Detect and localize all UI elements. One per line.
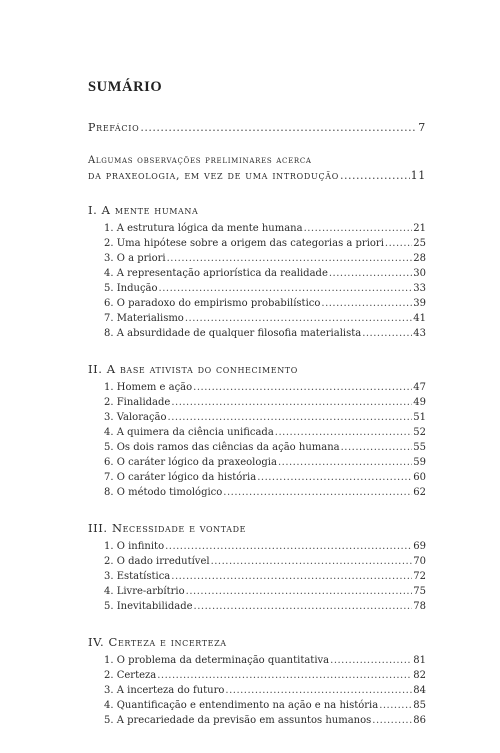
toc-page-number: 75 xyxy=(413,586,426,597)
toc-page-number: 11 xyxy=(410,169,426,182)
toc-entry-label: 5. Os dois ramos das ciências da ação humana xyxy=(104,442,340,453)
dot-leader xyxy=(168,410,413,425)
toc-page-number: 43 xyxy=(413,328,426,339)
dot-leader xyxy=(321,296,412,311)
dot-leader xyxy=(275,425,412,440)
toc-page-number: 51 xyxy=(413,412,426,423)
toc-entry-label: 3. Valoração xyxy=(104,412,167,423)
toc-page-number: 55 xyxy=(413,442,426,453)
toc-entry[interactable] xyxy=(88,236,426,251)
dot-leader xyxy=(385,236,412,251)
toc-entry-label: 7. Materialismo xyxy=(104,313,184,324)
toc-entry-label: 8. O método timológico xyxy=(104,487,223,498)
toc-entry[interactable] xyxy=(88,584,426,599)
toc-entry[interactable] xyxy=(88,311,426,326)
toc-entry[interactable] xyxy=(88,653,426,668)
toc-entry-label: 5. Inevitabilidade xyxy=(104,601,193,612)
toc-entry-label-line2-row xyxy=(88,168,426,183)
toc-entry-label: 1. O infinito xyxy=(104,541,165,552)
toc-entry-label: 6. O caráter lógico da praxeologia xyxy=(104,457,277,468)
toc-entry[interactable] xyxy=(88,251,426,266)
toc-entry-label: 1. Homem e ação xyxy=(104,382,193,393)
toc-page-number: 30 xyxy=(413,268,426,279)
toc-entry[interactable] xyxy=(88,326,426,341)
dot-leader xyxy=(140,120,417,135)
dot-leader xyxy=(340,168,410,183)
toc-entry[interactable] xyxy=(88,395,426,410)
toc-page-number: 78 xyxy=(413,601,426,612)
dot-leader xyxy=(362,326,412,341)
toc-entry[interactable] xyxy=(88,410,426,425)
toc-entry-label: 3. Estatística xyxy=(104,571,171,582)
toc-entry-label-line2: da praxeologia, em vez de uma introdução xyxy=(88,169,340,182)
dot-leader xyxy=(171,569,412,584)
toc-page-number: 47 xyxy=(413,382,426,393)
dot-leader xyxy=(186,584,413,599)
toc-entry-label: 2. Finalidade xyxy=(104,397,171,408)
dot-leader xyxy=(211,554,413,569)
dot-leader xyxy=(379,698,412,713)
toc-entry-label: 4. Quantificação e entendimento na ação e na história xyxy=(104,700,379,711)
toc-page-number: 7 xyxy=(418,121,426,134)
toc-entry[interactable] xyxy=(88,698,426,713)
toc-entry-label: 2. Uma hipótese sobre a origem das categorias a priori xyxy=(104,238,384,249)
toc-section-title[interactable]: III. Necessidade e vontade xyxy=(88,521,247,535)
toc-page-number: 72 xyxy=(413,571,426,582)
toc-entry[interactable] xyxy=(88,485,426,500)
toc-section xyxy=(88,520,426,614)
toc-entry-label: 4. Livre-arbítrio xyxy=(104,586,185,597)
toc-entry[interactable] xyxy=(88,470,426,485)
toc-entry[interactable] xyxy=(88,425,426,440)
toc-entry-label: 4. A representação apriorística da realidade xyxy=(104,268,328,279)
toc-section-title[interactable]: I. A mente humana xyxy=(88,203,199,217)
toc-page-number: 21 xyxy=(413,223,426,234)
toc-page-number: 85 xyxy=(413,700,426,711)
toc-entry-prefacio[interactable] xyxy=(88,120,426,135)
toc-entry[interactable] xyxy=(88,281,426,296)
toc-page-number: 86 xyxy=(413,715,426,726)
dot-leader xyxy=(329,266,412,281)
toc-entry-label: 5. A precariedade da previsão em assuntos humanos xyxy=(104,715,372,726)
toc-page-number: 62 xyxy=(413,487,426,498)
toc-entry[interactable] xyxy=(88,266,426,281)
toc-page-number: 28 xyxy=(413,253,426,264)
dot-leader xyxy=(185,311,412,326)
toc-entry-label: 3. A incerteza do futuro xyxy=(104,685,225,696)
dot-leader xyxy=(304,221,413,236)
page-title: SUMÁRIO xyxy=(88,79,163,95)
toc-entry-label: Prefácio xyxy=(88,121,140,134)
toc-section xyxy=(88,361,426,500)
toc-page-number: 69 xyxy=(413,541,426,552)
dot-leader xyxy=(278,455,412,470)
toc-section-title[interactable]: II. A base ativista do conhecimento xyxy=(88,362,298,376)
toc-entry[interactable] xyxy=(88,713,426,728)
toc-page-number: 25 xyxy=(413,238,426,249)
toc-entry-label: 3. O a priori xyxy=(104,253,166,264)
dot-leader xyxy=(159,281,413,296)
toc-entry-label: 6. O paradoxo do empirismo probabilístico xyxy=(104,298,321,309)
toc-page-number: 84 xyxy=(413,685,426,696)
toc-entry-label: 2. Certeza xyxy=(104,670,157,681)
dot-leader xyxy=(167,251,413,266)
toc-page-number: 70 xyxy=(413,556,426,567)
dot-leader xyxy=(194,599,413,614)
dot-leader xyxy=(165,539,412,554)
toc-page-number: 82 xyxy=(413,670,426,681)
dot-leader xyxy=(157,668,412,683)
toc-entry-label: 4. A quimera da ciência unificada xyxy=(104,427,274,438)
toc-sections xyxy=(88,202,426,728)
toc-page-number: 60 xyxy=(413,472,426,483)
toc-entry[interactable] xyxy=(88,569,426,584)
toc-entry-label: 1. O problema da determinação quantitativa xyxy=(104,655,330,666)
toc-page-number: 59 xyxy=(413,457,426,468)
dot-leader xyxy=(223,485,412,500)
toc-entry[interactable] xyxy=(88,380,426,395)
toc-entry-label: 8. A absurdidade de qualquer filosofia materialista xyxy=(104,328,362,339)
toc-entry[interactable] xyxy=(88,455,426,470)
toc-entry-label: 1. A estrutura lógica da mente humana xyxy=(104,223,303,234)
toc-section xyxy=(88,202,426,341)
toc-entry-label-line1: Algumas observações preliminares acerca xyxy=(88,155,312,166)
dot-leader xyxy=(171,395,412,410)
toc-page-number: 41 xyxy=(413,313,426,324)
toc-entry-intro[interactable] xyxy=(88,153,426,183)
toc-page-number: 39 xyxy=(413,298,426,309)
toc-entry[interactable] xyxy=(88,668,426,683)
toc-entry-label: 7. O caráter lógico da história xyxy=(104,472,257,483)
toc-page-number: 33 xyxy=(413,283,426,294)
toc-entry[interactable] xyxy=(88,599,426,614)
toc-entry[interactable] xyxy=(88,683,426,698)
toc-section xyxy=(88,634,426,728)
toc-entry[interactable] xyxy=(88,554,426,569)
dot-leader xyxy=(225,683,412,698)
toc-entry[interactable] xyxy=(88,296,426,311)
toc-section-title[interactable]: IV. Certeza e incerteza xyxy=(88,635,227,649)
dot-leader xyxy=(257,470,412,485)
dot-leader xyxy=(341,440,413,455)
dot-leader xyxy=(372,713,412,728)
toc-entry[interactable] xyxy=(88,539,426,554)
toc-entry[interactable] xyxy=(88,440,426,455)
dot-leader xyxy=(330,653,412,668)
toc-entry-label: 2. O dado irredutível xyxy=(104,556,210,567)
dot-leader xyxy=(193,380,412,395)
table-of-contents xyxy=(88,120,426,728)
toc-page-number: 52 xyxy=(413,427,426,438)
toc-entry-label: 5. Indução xyxy=(104,283,158,294)
toc-entry[interactable] xyxy=(88,221,426,236)
toc-page-number: 49 xyxy=(413,397,426,408)
toc-page-number: 81 xyxy=(413,655,426,666)
